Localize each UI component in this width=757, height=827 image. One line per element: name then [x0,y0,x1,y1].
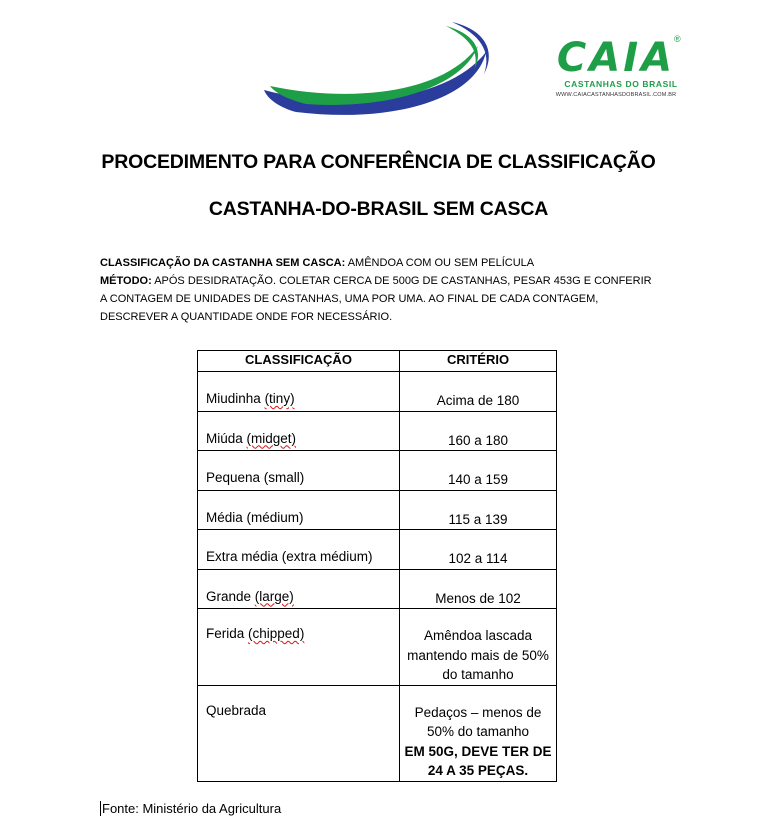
row-name: Extra média (extra médium) [198,530,400,570]
table-header-row [198,351,557,372]
intro-paragraph [100,254,660,326]
row-name: Ferida (chipped) [198,609,400,686]
row-criterion: Amêndoa lascada mantendo mais de 50% do tamanho [400,609,557,686]
criterion-note-bold: EM 50G, DEVE TER DE 24 A 35 PEÇAS. [404,743,552,778]
method-label: MÉTODO: [100,275,152,287]
row-name: Quebrada [198,685,400,781]
table-row [198,530,557,570]
table-row [198,451,557,491]
source-note: Fonte: Ministério da Agricultura [102,801,282,816]
table-row [198,569,557,609]
header-classification: CLASSIFICAÇÃO [198,351,400,372]
row-criterion: 115 a 139 [400,490,557,530]
logo-wordmark: CAIA [556,35,676,81]
document-subtitle: CASTANHA-DO-BRASIL SEM CASCA [208,198,549,220]
row-criterion: 102 a 114 [400,530,557,570]
row-criterion [400,685,557,781]
company-logo [256,12,681,130]
classification-table [197,350,557,782]
table-row [198,490,557,530]
table-row [198,411,557,451]
header-criterion: CRITÉRIO [400,351,557,372]
row-criterion: Menos de 102 [400,569,557,609]
logo-subtitle: CASTANHAS DO BRASIL [564,79,678,89]
logo-url: WWW.CAIACASTANHASDOBRASIL.COM.BR [555,92,677,98]
table-row [198,609,557,686]
registered-mark: ® [674,34,681,44]
row-criterion: 140 a 159 [400,451,557,491]
classification-label: CLASSIFICAÇÃO DA CASTANHA SEM CASCA: [100,257,346,269]
classification-line [100,254,660,272]
document-title: PROCEDIMENTO PARA CONFERÊNCIA DE CLASSIFICAÇÃO [101,151,656,173]
row-name: Miúda (midget) [198,411,400,451]
row-name: Pequena (small) [198,451,400,491]
classification-text: AMÊNDOA COM OU SEM PELÍCULA [345,257,535,269]
method-text: APÓS DESIDRATAÇÃO. COLETAR CERCA DE 500G DE CASTANHAS, PESAR 453G E CONFERIR A CONTAGEM DE UNIDADES DE CASTANHAS, UMA POR UMA. AO FINAL DE CADA CONTAGEM, DESCREVER A QUANTIDADE ONDE FOR NECESSÁRIO. [100,275,652,323]
row-name: Miudinha (tiny) [198,372,400,412]
criterion-text: Pedaços – menos de 50% do tamanho [414,704,542,739]
method-line [100,272,660,326]
table-row [198,372,557,412]
row-name: Grande (large) [198,569,400,609]
row-criterion: 160 a 180 [400,411,557,451]
row-name: Média (médium) [198,490,400,530]
table-row [198,685,557,781]
logo-swoosh-graphic [256,12,502,130]
row-criterion: Acima de 180 [400,372,557,412]
